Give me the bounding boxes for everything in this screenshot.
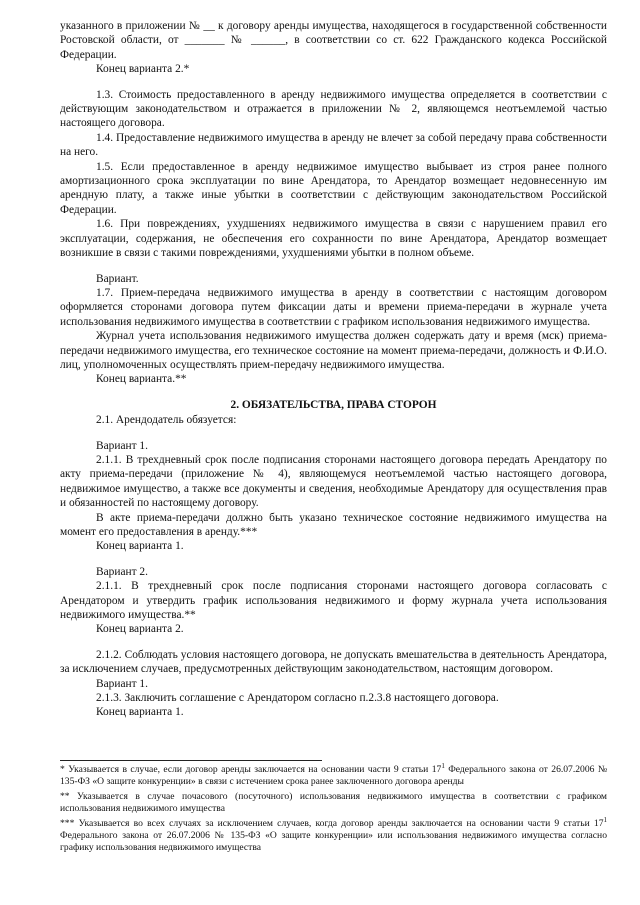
- variant-label: Вариант.: [96, 272, 139, 285]
- footnote-3: *** Указывается во всех случаях за исключением случаев, когда договор аренды заключается на основании части 9 статьи $17^1$ Федерального закона от 26.07.2006 № 135-ФЗ «О защите конкуренции» или использования недвижимого имущества согласно графику использования недвижимого имущества: [60, 815, 607, 853]
- variant-1-label-b: Вариант 1.: [96, 677, 148, 690]
- footnote-divider: [60, 760, 322, 761]
- clause-2-1: 2.1. Арендодатель обязуется:: [96, 414, 237, 427]
- clause-1-7: 1.7. Прием-передача недвижимого имущества в аренду в соответствии с настоящим договором оформляется сторонами договора путем фиксации даты и времени приема-передачи в журнале учета использования недвижимого имущества в соответствии с графиком использования недвижимого имущества.: [60, 286, 607, 328]
- variant-end-2b: Конец варианта 2.: [96, 623, 184, 636]
- clause-1-4: 1.4. Предоставление недвижимого имущества в аренду не влечет за собой передачу права собственности на него.: [60, 131, 607, 159]
- clause-2-1-2: 2.1.2. Соблюдать условия настоящего договора, не допускать вмешательства в деятельность Арендатора, за исключением случаев, предусмотренных действующим законодательством, настоящим договором.: [60, 648, 607, 676]
- document-body: [60, 19, 607, 720]
- clause-2-1-3: 2.1.3. Заключить соглашение с Арендатором согласно п.2.3.8 настоящего договора.: [96, 692, 499, 705]
- footnote-1: * Указывается в случае, если договор аренды заключается на основании части 9 статьи $17^1$ Федерального закона от 26.07.2006 № 135-ФЗ «О защите конкуренции» в связи с истечением срока ранее заключенного договора аренды: [60, 761, 607, 787]
- clause-1-3: 1.3. Стоимость предоставленного в аренду недвижимого имущества определяется в соответствии с действующим законодательством и отражается в приложении № 2, являющемся неотъемлемой частью настоящего договора.: [60, 88, 607, 130]
- variant-2-label: Вариант 2.: [96, 565, 148, 578]
- variant-end: Конец варианта.**: [96, 373, 187, 386]
- journal-paragraph: Журнал учета использования недвижимого имущества должен содержать дату и время (мск) приема-передачи недвижимого имущества, его техническое состояние на момент приема-передачи, должность и Ф.И.О. лиц, уполномоченных осуществлять прием-передачу недвижимого имущества.: [60, 330, 607, 371]
- variant-end-1b: Конец варианта 1.: [96, 706, 184, 719]
- clause-2-1-1-v1: 2.1.1. В трехдневный срок после подписания сторонами настоящего договора передать Арендатору по акту приема-передачи (приложение № 4), являющемуся неотъемлемой частью настоящего договора, недвижимое имущество, а также все документы и сведения, необходимые Арендатору для осуществления прав и обязанностей по настоящему договору.: [60, 453, 607, 510]
- clause-1-6: 1.6. При повреждениях, ухудшениях недвижимого имущества в связи с нарушением правил его эксплуатации, содержания, не обеспечения его сохранности по вине Арендатора, Арендатор возмещает возникшие в связи с такими повреждениями, ухудшениями убытки в полном объеме.: [60, 218, 607, 260]
- footnote-2: ** Указывается в случае почасового (посуточного) использования недвижимого имущества в соответствии с графиком использования недвижимого имущества: [60, 791, 607, 814]
- clause-1-5: 1.5. Если предоставленное в аренду недвижимое имущество выбывает из строя ранее полного амортизационного срока эксплуатации по вине Арендатора, то Арендатор возмещает недовнесенную им арендную плату, а также иные убытки в соответствии с действующим законодательством Российской Федерации.: [60, 160, 607, 216]
- variant-end-1: Конец варианта 1.: [96, 540, 184, 553]
- paragraph-intro: указанного в приложении № __ к договору аренды имущества, находящегося в государственной собственности Ростовской области, от _______ № ______, в соответствии со ст. 622 Гражданского кодекса Российской Федерации.: [60, 20, 607, 61]
- variant-1-label: Вариант 1.: [96, 439, 148, 452]
- footnotes: [60, 760, 607, 857]
- variant-end-2: Конец варианта 2.*: [96, 63, 190, 76]
- section-heading: 2. ОБЯЗАТЕЛЬСТВА, ПРАВА СТОРОН: [230, 398, 437, 411]
- clause-2-1-1-v2: 2.1.1. В трехдневный срок после подписания сторонами настоящего договора согласовать с Арендатором и утвердить график использования недвижимого и форму журнала учета использования недвижимого имущества.**: [60, 580, 607, 622]
- act-paragraph: В акте приема-передачи должно быть указано техническое состояние недвижимого имущества на момент его предоставления в аренду.***: [60, 511, 607, 538]
